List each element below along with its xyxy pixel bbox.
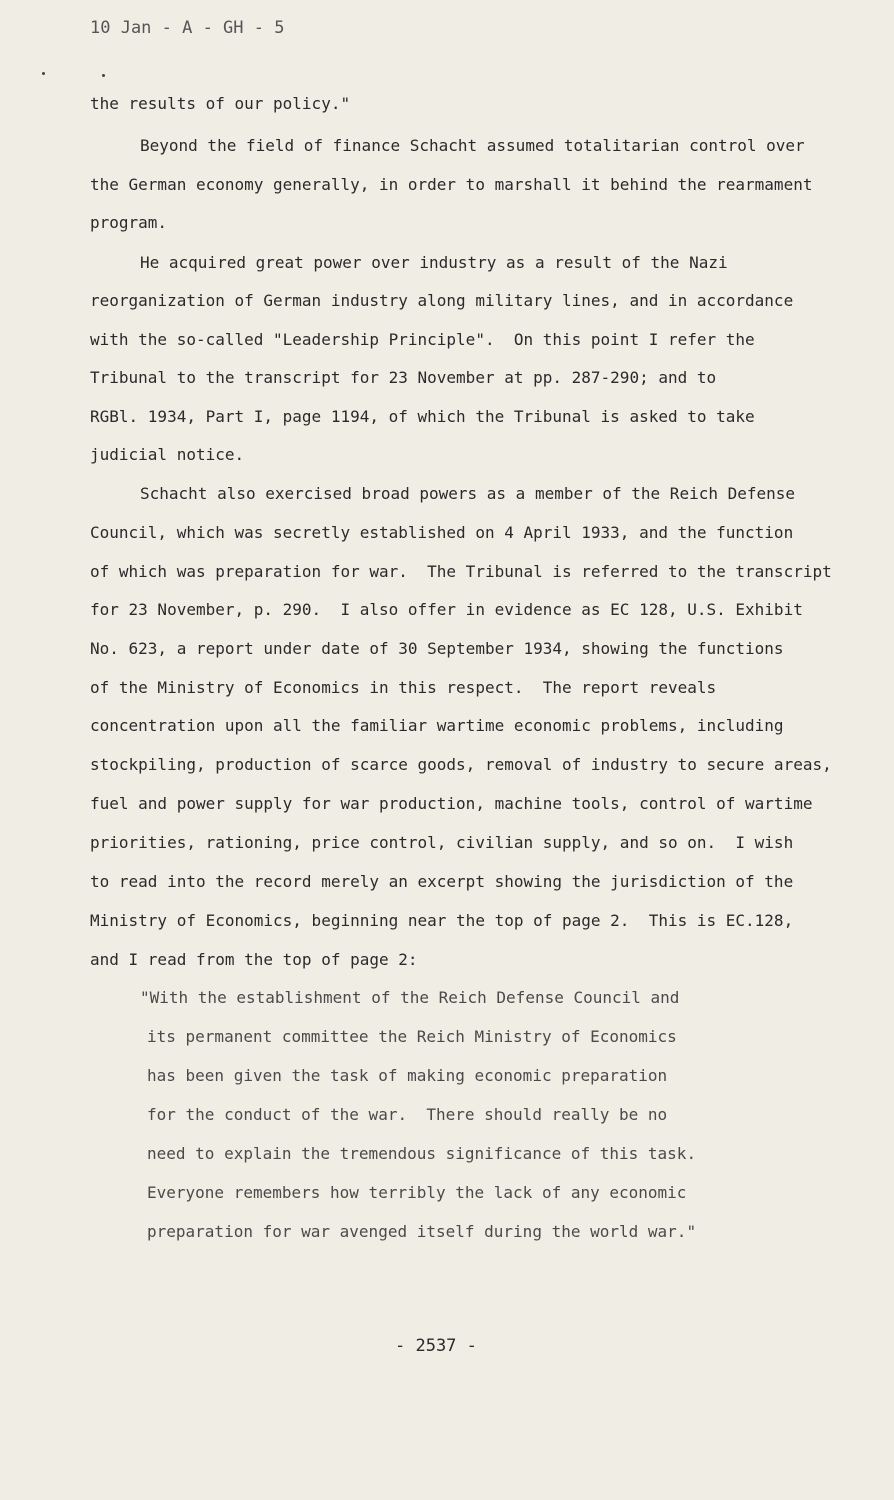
quote-line: has been given the task of making economic preparation	[147, 1066, 668, 1085]
page-number: - 2537 -	[395, 1336, 477, 1356]
body-line: judicial notice.	[90, 445, 245, 464]
body-line: stockpiling, production of scarce goods, removal of industry to secure areas,	[90, 755, 832, 774]
body-line: the German economy generally, in order to marshall it behind the rearmament	[90, 175, 813, 194]
quote-line: "With the establishment of the Reich Defense Council and	[140, 988, 680, 1007]
body-line: the results of our policy."	[90, 94, 351, 113]
body-line: for 23 November, p. 290. I also offer in evidence as EC 128, U.S. Exhibit	[90, 600, 803, 619]
body-line: fuel and power supply for war production, machine tools, control of wartime	[90, 794, 813, 813]
body-line: of which was preparation for war. The Tribunal is referred to the transcript	[90, 562, 832, 581]
body-line: to read into the record merely an excerpt showing the jurisdiction of the	[90, 872, 794, 891]
quote-line: need to explain the tremendous significance of this task.	[147, 1144, 697, 1163]
body-line: Ministry of Economics, beginning near the top of page 2. This is EC.128,	[90, 911, 794, 930]
body-line: Schacht also exercised broad powers as a member of the Reich Defense	[140, 484, 796, 503]
body-line: with the so-called "Leadership Principle". On this point I refer the	[90, 330, 755, 349]
body-line: He acquired great power over industry as a result of the Nazi	[140, 253, 728, 272]
body-line: Tribunal to the transcript for 23 November at pp. 287-290; and to	[90, 368, 717, 387]
quote-line: Everyone remembers how terribly the lack of any economic	[147, 1183, 687, 1202]
body-line: of the Ministry of Economics in this respect. The report reveals	[90, 678, 717, 697]
quote-line: its permanent committee the Reich Ministry of Economics	[147, 1027, 677, 1046]
body-line: No. 623, a report under date of 30 September 1934, showing the functions	[90, 639, 784, 658]
body-line: and I read from the top of page 2:	[90, 950, 418, 969]
quote-line: preparation for war avenged itself during the world war."	[147, 1222, 697, 1241]
body-line: Beyond the field of finance Schacht assumed totalitarian control over	[140, 136, 805, 155]
body-line: concentration upon all the familiar wartime economic problems, including	[90, 716, 784, 735]
stray-mark	[102, 74, 105, 77]
body-line: priorities, rationing, price control, civilian supply, and so on. I wish	[90, 833, 794, 852]
body-line: Council, which was secretly established on 4 April 1933, and the function	[90, 523, 794, 542]
stray-mark	[42, 72, 45, 75]
body-line: reorganization of German industry along military lines, and in accordance	[90, 291, 794, 310]
body-line: RGBl. 1934, Part I, page 1194, of which the Tribunal is asked to take	[90, 407, 755, 426]
page-header: 10 Jan - A - GH - 5	[90, 18, 285, 38]
quote-line: for the conduct of the war. There should really be no	[147, 1105, 668, 1124]
body-line: program.	[90, 213, 168, 232]
